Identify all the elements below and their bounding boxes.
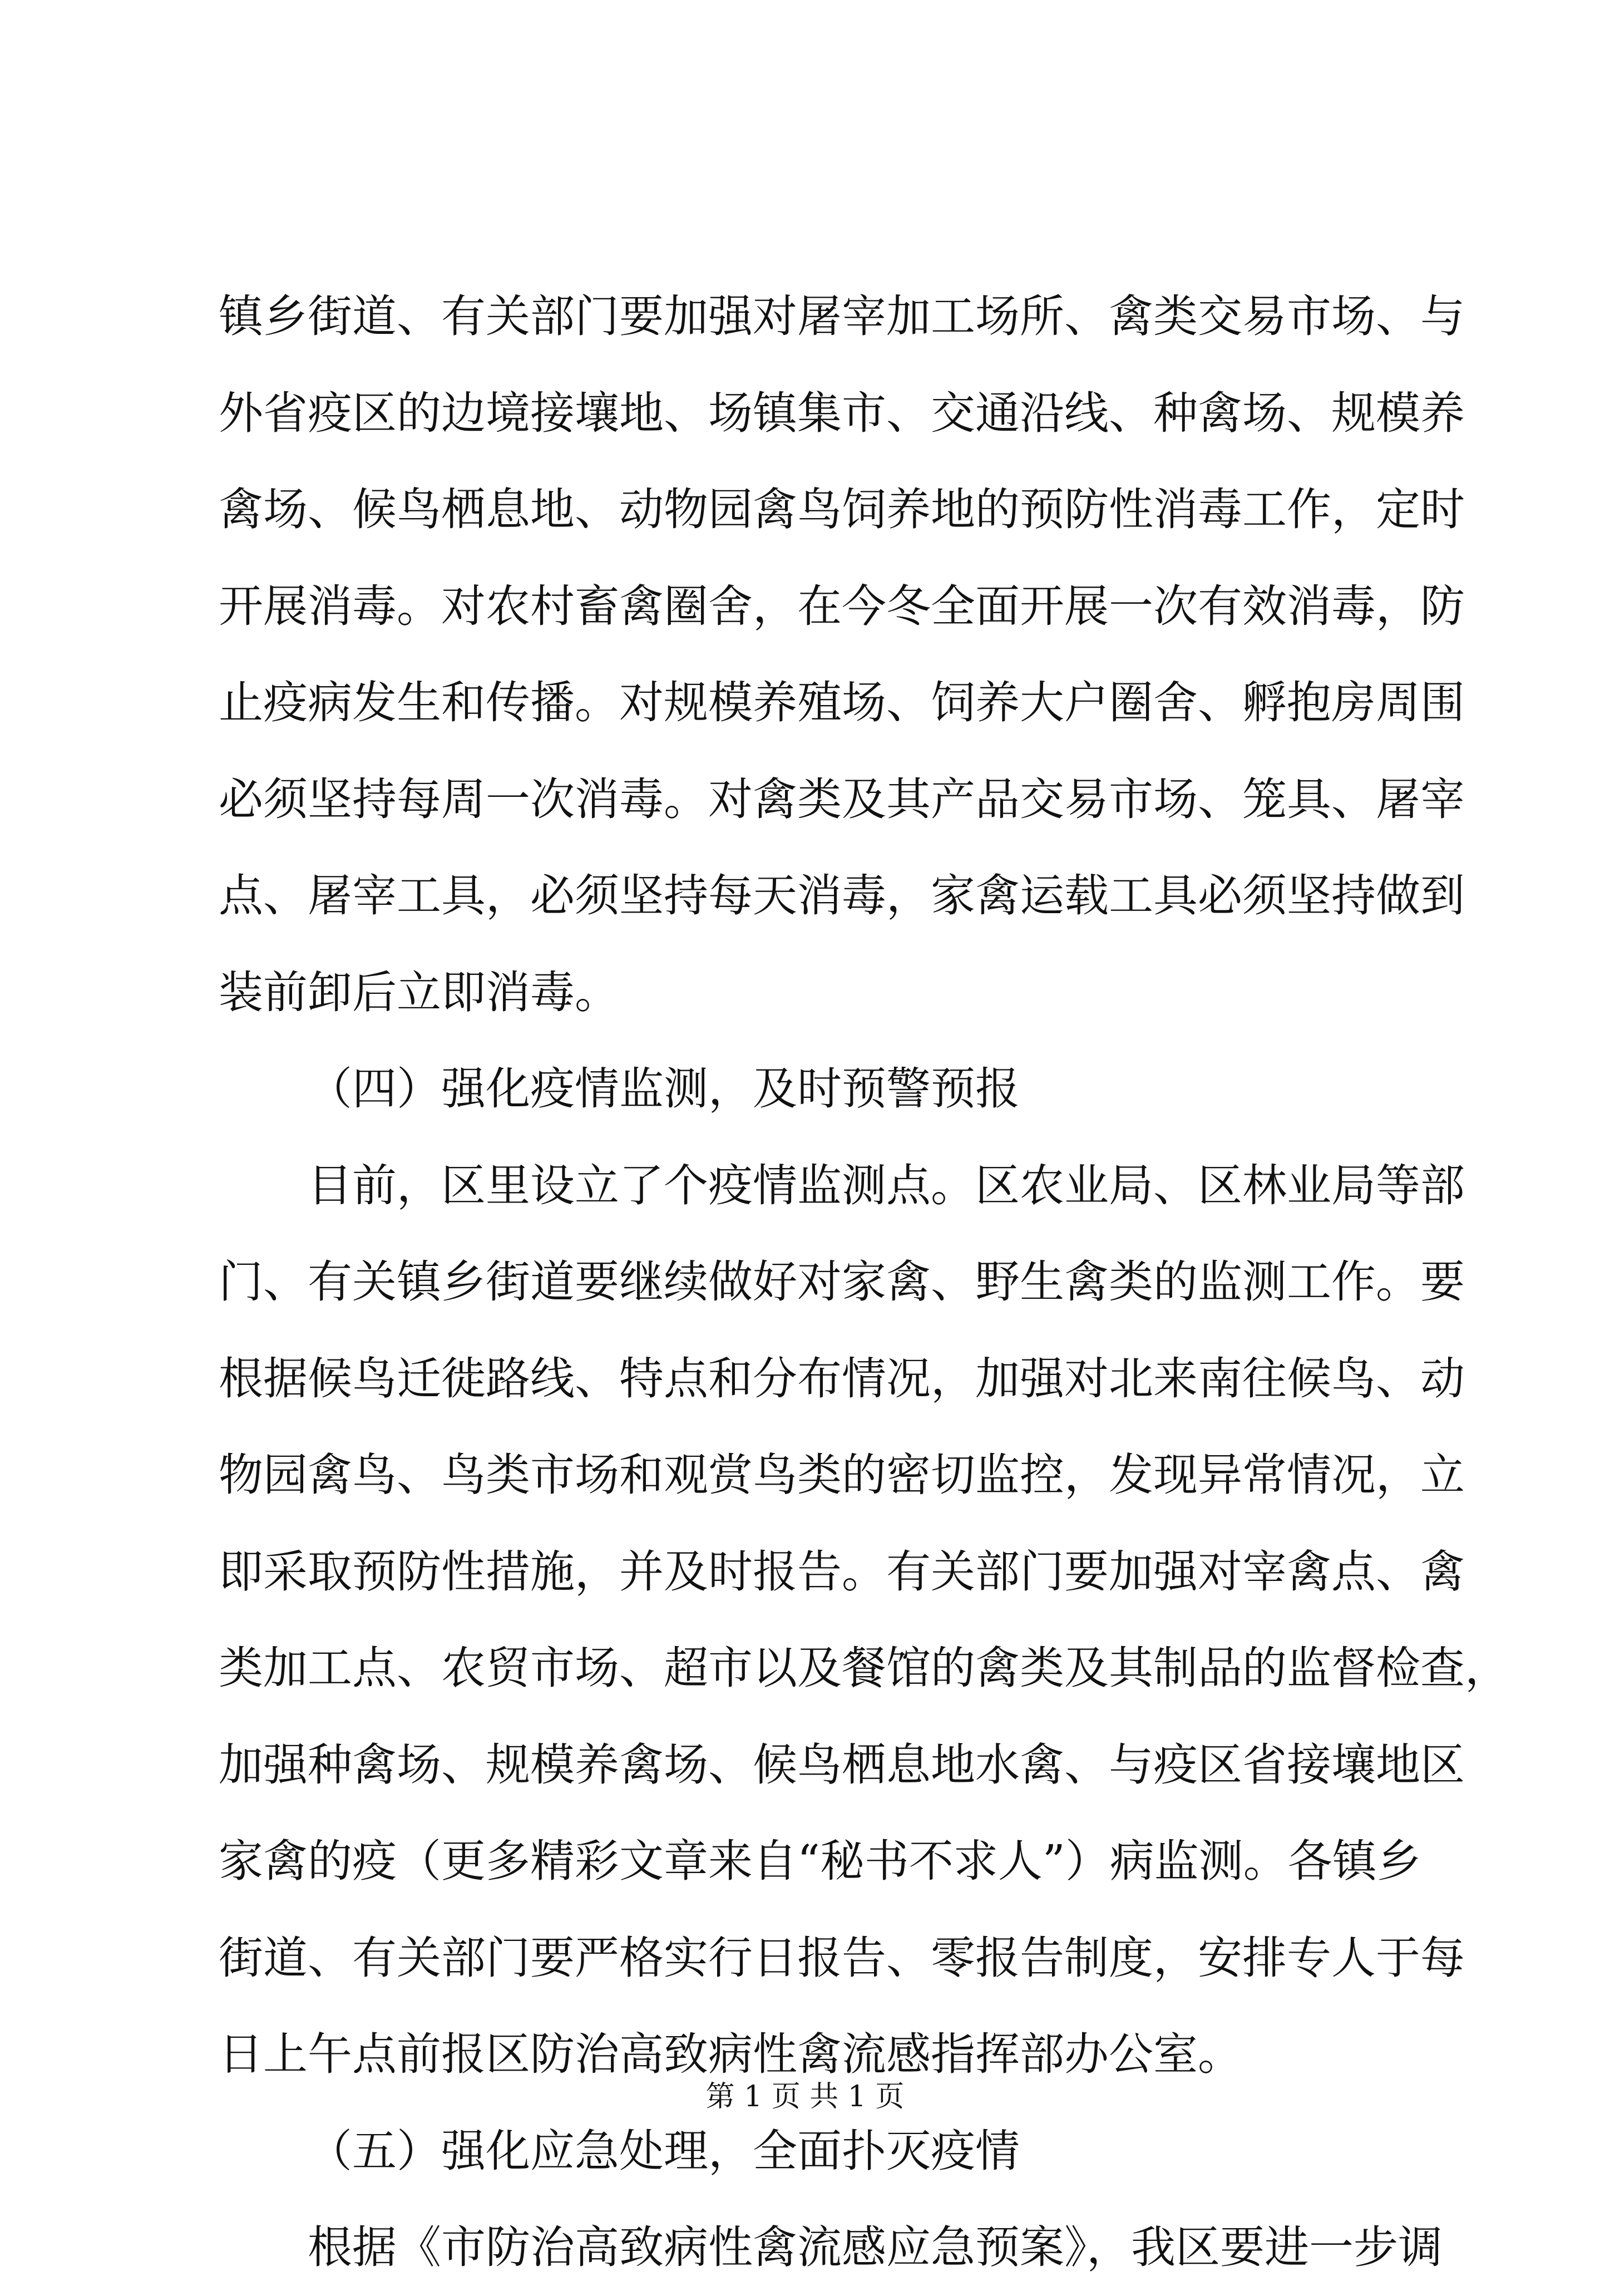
- body-line-2: 外省疫区的边境接壤地、场镇集市、交通沿线、种禽场、规模养: [219, 387, 1465, 439]
- body-line-18: 街道、有关部门要严格实行日报告、零报告制度，安排专人于每: [219, 1932, 1465, 1984]
- body-line-1: 镇乡街道、有关部门要加强对屠宰加工场所、禽类交易市场、与: [219, 290, 1465, 342]
- body-line-12: 根据候鸟迁徙路线、特点和分布情况，加强对北来南往候鸟、动: [219, 1352, 1465, 1405]
- body-line-13: 物园禽鸟、鸟类市场和观赏鸟类的密切监控，发现异常情况，立: [219, 1449, 1465, 1501]
- page-footer: 第 1 页 共 1 页: [705, 2080, 905, 2113]
- section-heading-4: （四）强化疫情监测，及时预警预报: [308, 1063, 1020, 1115]
- section-heading-5: （五）强化应急处理，全面扑灭疫情: [308, 2125, 1020, 2177]
- body-line-16: 加强种禽场、规模养禽场、候鸟栖息地水禽、与疫区省接壤地区: [219, 1738, 1465, 1791]
- body-line-5: 止疫病发生和传播。对规模养殖场、饲养大户圈舍、孵抱房周围: [219, 677, 1465, 728]
- body-line-4: 开展消毒。对农村畜禽圈舍，在今冬全面开展一次有效消毒，防: [219, 580, 1465, 632]
- body-line-19: 日上午点前报区防治高致病性禽流感指挥部办公室。: [219, 2028, 1242, 2080]
- body-line-14: 即采取预防性措施，并及时报告。有关部门要加强对宰禽点、禽: [219, 1545, 1465, 1598]
- body-line-21: 根据《市防治高致病性禽流感应急预案》，我区要进一步调: [308, 2221, 1443, 2273]
- document-body: [219, 268, 1509, 2296]
- body-line-15: 类加工点、农贸市场、超市以及餐馆的禽类及其制品的监督检查，: [219, 1642, 1509, 1694]
- body-line-7: 点、屠宰工具，必须坚持每天消毒，家禽运载工具必须坚持做到: [219, 870, 1465, 922]
- body-line-17: 家禽的疫（更多精彩文章来自“秘书不求人”）病监测。各镇乡: [219, 1835, 1421, 1887]
- body-line-8: 装前卸后立即消毒。: [219, 966, 619, 1018]
- body-line-11: 门、有关镇乡街道要继续做好对家禽、野生禽类的监测工作。要: [219, 1256, 1465, 1308]
- body-line-6: 必须坚持每周一次消毒。对禽类及其产品交易市场、笼具、屠宰: [219, 773, 1465, 825]
- body-line-3: 禽场、候鸟栖息地、动物园禽鸟饲养地的预防性消毒工作，定时: [219, 484, 1465, 535]
- body-line-10: 目前，区里设立了个疫情监测点。区农业局、区林业局等部: [308, 1159, 1465, 1211]
